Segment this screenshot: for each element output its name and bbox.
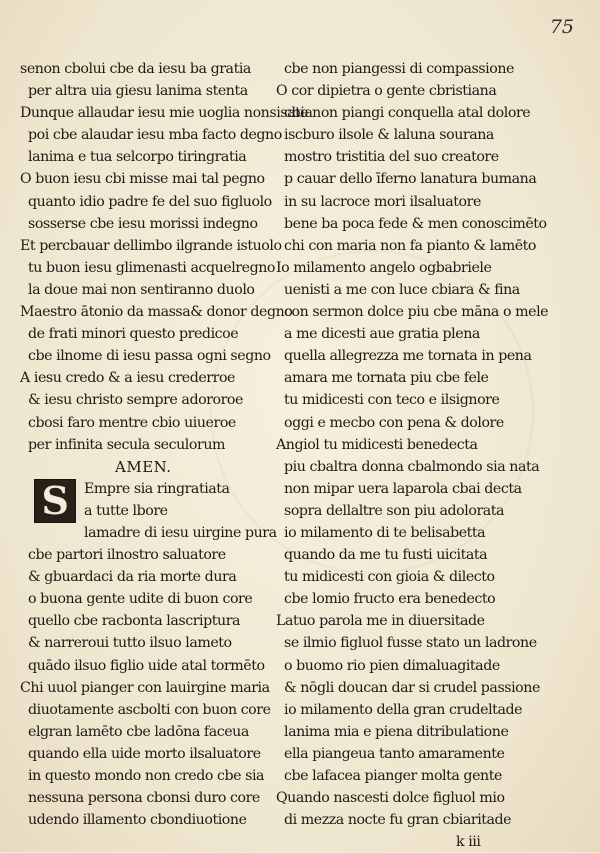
text-line: in su lacroce mori ilsaluatore — [284, 193, 481, 210]
text-line: cbosi faro mentre cbio uiueroe — [28, 414, 236, 431]
text-line: udendo illamento cbondiuotione — [28, 812, 247, 829]
text-line: se ilmio figluol fusse stato un ladrone — [284, 635, 537, 652]
text-line-content: Empre sia ringratiata — [84, 480, 230, 497]
text-line: cbe lafacea pianger molta gente — [284, 768, 502, 784]
decorated-initial-letter: S — [34, 479, 76, 523]
text-line: diuotamente ascbolti con buon core — [28, 701, 271, 718]
text-line: per infinita secula seculorum — [28, 436, 226, 453]
text-line: tu midicesti con teco e ilsignore — [284, 392, 500, 409]
text-line: Dunque allaudar iesu mie uoglia nonsisatia — [20, 105, 313, 122]
text-line: la doue mai non sentiranno duolo — [28, 281, 255, 298]
text-line: bene ba poca fede & men conoscimēto — [284, 215, 547, 232]
text-line: mostro tristitia del suo creatore — [284, 149, 499, 166]
text-line: uenisti a me con luce cbiara & fina — [284, 281, 520, 298]
signature-mark: k iii — [456, 834, 481, 851]
folio-number: 75 — [549, 16, 574, 38]
text-line: AMEN. — [115, 457, 172, 476]
text-line: Angiol tu midicesti benedecta — [276, 436, 478, 453]
text-line: A iesu credo & a iesu crederroe — [20, 370, 235, 387]
text-line: cbe non piangessi di compassione — [284, 61, 514, 77]
text-line: lamadre di iesu uirgine pura — [84, 524, 277, 541]
text-line: tu buon iesu glimenasti acquelregno — [28, 259, 275, 276]
text-line: quello cbe racbonta lascriptura — [28, 613, 241, 630]
text-line: a me dicesti aue gratia plena — [284, 326, 480, 343]
text-line: lanima e tua selcorpo tiringratia — [28, 149, 247, 166]
text-line: o buona gente udite di buon core — [28, 591, 253, 608]
text-line: cbe ilnome di iesu passa ogni segno — [28, 348, 271, 365]
text-line: lanima mia e piena ditribulatione — [284, 723, 509, 740]
text-line: & gbuardaci da ria morte dura — [28, 569, 237, 586]
text-line: & narreroui tutto ilsuo lameto — [28, 635, 232, 652]
text-line: piu cbaltra donna cbalmondo sia nata — [284, 458, 540, 475]
text-line: O cor dipietra o gente cbristiana — [276, 83, 497, 100]
text-line: tu midicesti con gioia & dilecto — [284, 569, 495, 586]
text-line: o buomo rio pien dimaluagitade — [284, 657, 500, 674]
text-line: io milamento della gran crudeltade — [284, 701, 523, 718]
text-line: io milamento di te belisabetta — [284, 524, 486, 541]
text-line: de frati minori questo predicoe — [28, 326, 239, 343]
text-line: sopra dellaltre son piu adolorata — [284, 502, 505, 519]
text-line: cbe non piangi conquella atal dolore — [284, 105, 531, 122]
text-line: chi con maria non fa pianto & lamēto — [284, 237, 537, 254]
left-column — [20, 58, 313, 831]
text-line: poi cbe alaudar iesu mba facto degno — [28, 127, 282, 144]
text-line: in questo mondo non credo cbe sia — [28, 768, 265, 784]
text-line: & nōgli doucan dar si crudel passione — [284, 679, 540, 696]
text-line: quando ella uide morto ilsaluatore — [28, 745, 261, 762]
text-line: O buon iesu cbi misse mai tal pegno — [20, 171, 265, 188]
text-line: quando da me tu fusti uicitata — [284, 547, 488, 564]
right-column — [276, 58, 576, 853]
text-line: quella allegrezza me tornata in pena — [284, 348, 532, 365]
text-line: con sermon dolce piu cbe māna o mele — [284, 304, 549, 321]
text-line: ella piangeua tanto amaramente — [284, 745, 505, 762]
text-line: Latuo parola me in diuersitade — [276, 613, 485, 630]
text-line: Io milamento angelo ogbabriele — [276, 259, 492, 276]
text-line: nessuna persona cbonsi duro core — [28, 790, 260, 807]
text-line: quādo ilsuo figlio uide atal tormēto — [28, 657, 265, 674]
text-line: cbe lomio fructo era benedecto — [284, 591, 496, 608]
text-line: di mezza nocte fu gran cbiaritade — [284, 812, 512, 829]
text-line: elgran lamēto cbe ladōna faceua — [28, 723, 249, 740]
text-line: Quando nascesti dolce figluol mio — [276, 790, 505, 807]
text-line: quanto idio padre fe del suo figluolo — [28, 193, 272, 210]
text-line: oggi e mecbo con pena & dolore — [284, 414, 504, 431]
text-line: senon cbolui cbe da iesu ba gratia — [20, 61, 251, 77]
text-line: Et percbauar dellimbo ilgrande istuolo — [20, 237, 282, 254]
text-line: per altra uia giesu lanima stenta — [28, 83, 248, 100]
text-line: amara me tornata piu cbe fele — [284, 370, 489, 387]
text-line: & iesu christo sempre adororoe — [28, 392, 243, 409]
text-line: cbe partori ilnostro saluatore — [28, 547, 226, 564]
text-line: non mipar uera laparola cbai decta — [284, 480, 522, 497]
text-line: sosserse cbe iesu morissi indegno — [28, 215, 258, 232]
text-line: a tutte lbore — [84, 502, 168, 519]
text-line: Maestro ātonio da massa& donor degno — [20, 304, 293, 321]
text-line: p cauar dello īferno lanatura bumana — [284, 171, 537, 188]
text-line: Chi uuol pianger con lauirgine maria — [20, 679, 270, 696]
text-line: iscburo ilsole & laluna sourana — [284, 127, 494, 144]
